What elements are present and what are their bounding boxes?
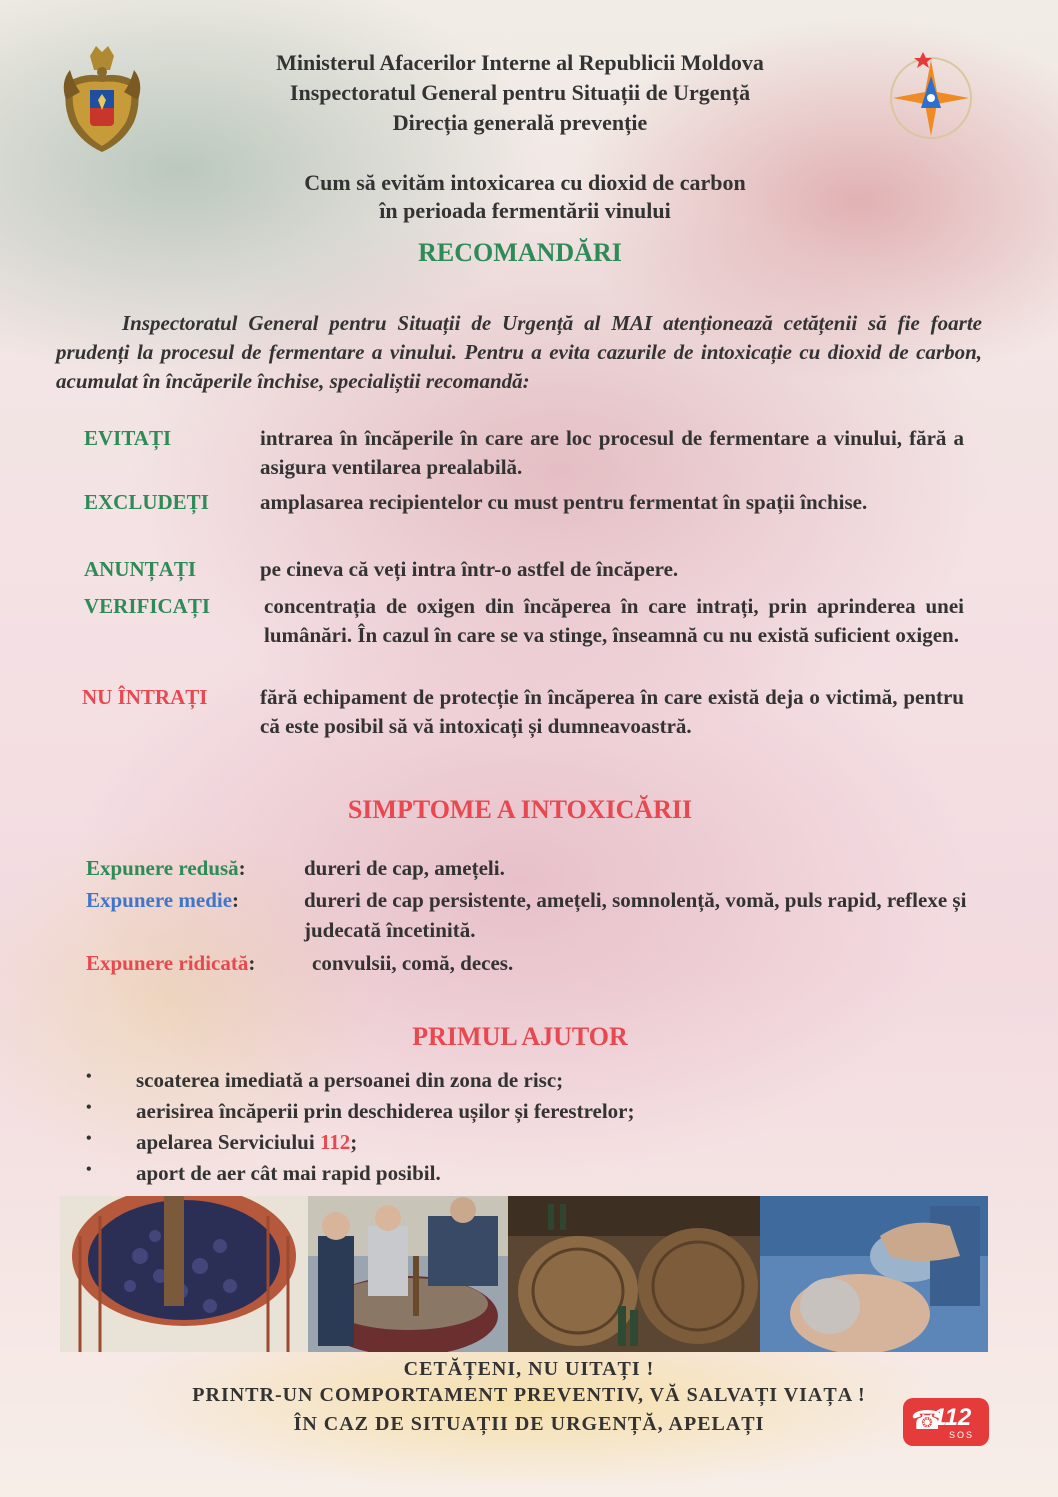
intro-paragraph: Inspectoratul General pentru Situații de Urgență al MAI atenționează cetățenii să fie foarte prudenți la procesul de fermentare a vinului. Pentru a evita cazurile de intoxicație cu dioxid de carbon, acumulat în încăperile închise, specialiștii recomandă: bbox=[56, 311, 982, 393]
igsu-compass-star-icon bbox=[883, 46, 979, 146]
footer-call: ÎN CAZ DE SITUAȚII DE URGENȚĂ, APELAȚI bbox=[293, 1413, 765, 1435]
recommendation-text: amplasarea recipientelor cu must pentru fermentat în spații închise. bbox=[260, 490, 868, 514]
symptom-level: Expunere ridicată bbox=[86, 951, 249, 975]
moldova-coat-of-arms-icon bbox=[60, 42, 144, 154]
section-heading-recomandari: RECOMANDĂRI bbox=[418, 238, 622, 267]
recommendation-item bbox=[84, 683, 964, 741]
photo-medical-aid bbox=[760, 1196, 988, 1352]
recommendation-text: concentrația de oxigen din încăperea în care intrați, prin aprinderea unei lumânări. În cazul în care se va stinge, înseamnă cu nu există suficient oxigen. bbox=[264, 594, 964, 647]
symptom-text: dureri de cap, amețeli. bbox=[304, 856, 505, 880]
emergency-112-badge bbox=[903, 1398, 989, 1446]
first-aid-text: apelarea Serviciului 112; bbox=[136, 1130, 358, 1154]
symptom-row bbox=[86, 853, 986, 883]
symptom-label: Expunere redusă: bbox=[86, 856, 246, 880]
photo-strip bbox=[60, 1196, 988, 1352]
recommendation-item bbox=[84, 488, 964, 517]
bullet: • bbox=[86, 1161, 92, 1178]
recommendation-keyword: VERIFICAȚI bbox=[84, 594, 211, 618]
photo-grape-press bbox=[60, 1196, 308, 1352]
emergency-number: 112 bbox=[319, 1130, 351, 1154]
symptom-text: convulsii, comă, deces. bbox=[312, 951, 514, 975]
recommendation-item bbox=[84, 592, 964, 650]
photo-people-at-vat bbox=[308, 1196, 508, 1352]
recommendation-text: intrarea în încăperile în care are loc procesul de fermentare a vinului, fără a asigura ventilarea prealabilă. bbox=[260, 426, 964, 479]
symptom-level: Expunere redusă bbox=[86, 856, 239, 880]
footer-reminder: CETĂȚENI, NU UITAȚI ! bbox=[403, 1358, 655, 1380]
header-inspectorate: Inspectoratul General pentru Situații de Urgență bbox=[289, 80, 751, 105]
symptom-row bbox=[86, 885, 986, 945]
phone-icon: ☎ bbox=[911, 1406, 944, 1435]
symptom-label: Expunere ridicată: bbox=[86, 951, 256, 975]
header-ministry: Ministerul Afacerilor Interne al Republicii Moldova bbox=[276, 50, 764, 75]
document-title-line1: Cum să evităm intoxicarea cu dioxid de carbon bbox=[304, 170, 746, 195]
footer-preventive: PRINTR-UN COMPORTAMENT PREVENTIV, VĂ SALVAȚI VIAȚA ! bbox=[192, 1384, 866, 1406]
recommendation-keyword: EXCLUDEȚI bbox=[84, 490, 209, 514]
badge-number: 112 bbox=[933, 1404, 972, 1431]
bullet: • bbox=[86, 1099, 92, 1116]
header-directorate: Direcția generală prevenție bbox=[392, 110, 648, 135]
document-title-line2: în perioada fermentării vinului bbox=[379, 198, 671, 223]
recommendation-item bbox=[84, 424, 964, 482]
recommendation-text: fără echipament de protecție în încăperea în care există deja o victimă, pentru că este posibil să vă intoxicați și dumneavoastră. bbox=[260, 685, 964, 738]
bullet: • bbox=[86, 1068, 92, 1085]
section-heading-primul-ajutor: PRIMUL AJUTOR bbox=[412, 1022, 628, 1051]
recommendation-keyword: NU ÎNTRAȚI bbox=[82, 685, 208, 709]
symptom-row bbox=[86, 948, 986, 978]
symptom-level: Expunere medie bbox=[86, 888, 233, 912]
recommendation-keyword: EVITAȚI bbox=[84, 426, 172, 450]
badge-sos: SOS bbox=[949, 1430, 975, 1440]
recommendation-text: pe cineva că veți intra într-o astfel de încăpere. bbox=[260, 557, 679, 581]
first-aid-text: aerisirea încăperii prin deschiderea ușilor și ferestrelor; bbox=[136, 1099, 635, 1123]
first-aid-text: scoaterea imediată a persoanei din zona de risc; bbox=[136, 1068, 564, 1092]
section-heading-simptome: SIMPTOME A INTOXICĂRII bbox=[347, 795, 693, 824]
first-aid-text: aport de aer cât mai rapid posibil. bbox=[136, 1161, 441, 1185]
recommendation-item bbox=[84, 555, 964, 584]
bullet: • bbox=[86, 1130, 92, 1147]
symptom-text: dureri de cap persistente, amețeli, somnolență, vomă, puls rapid, reflexe și judecată încetinită. bbox=[304, 888, 967, 942]
recommendation-keyword: ANUNȚAȚI bbox=[84, 557, 197, 581]
photo-wine-barrels bbox=[508, 1196, 760, 1352]
symptom-label: Expunere medie: bbox=[86, 888, 240, 912]
